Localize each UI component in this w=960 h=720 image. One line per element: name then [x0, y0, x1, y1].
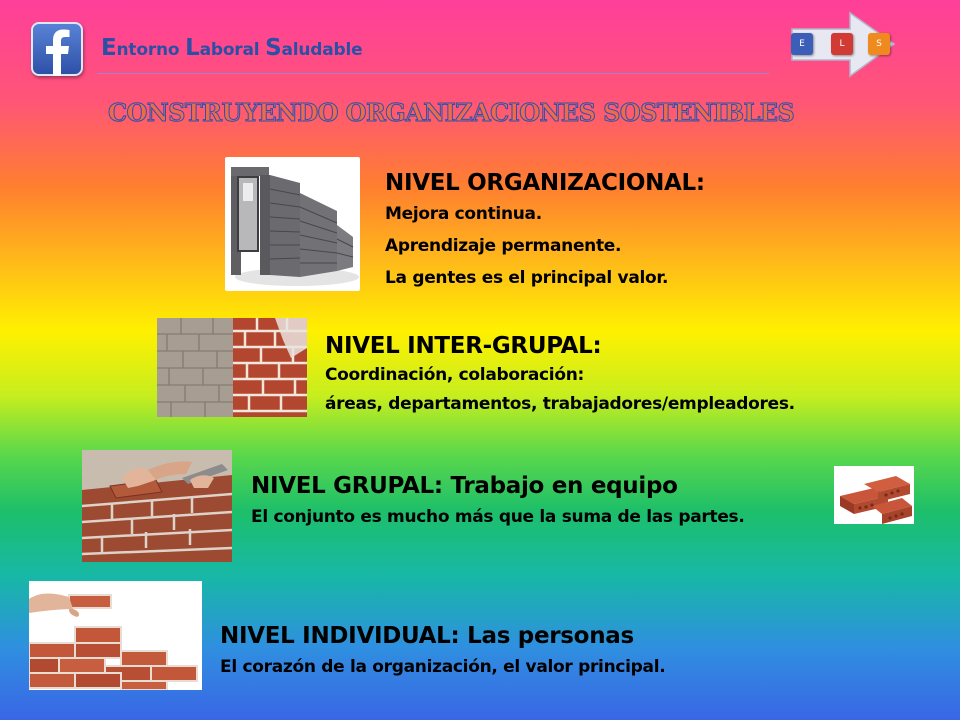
brick-wall-split-image: [157, 318, 307, 417]
header-title-word: ntorno: [116, 40, 186, 60]
level-line: El conjunto es mucho más que la suma de las partes.: [251, 507, 745, 527]
level-heading: NIVEL INTER-GRUPAL:: [325, 333, 602, 359]
level-line: Coordinación, colaboración:: [325, 365, 584, 385]
level-individual: [220, 622, 665, 683]
level-grupal: [251, 472, 745, 533]
level-line: Mejora continua.: [385, 204, 542, 224]
level-line: El corazón de la organización, el valor principal.: [220, 657, 666, 677]
header-title: [101, 35, 362, 61]
brick-stack-image: [834, 466, 914, 524]
main-title: CONSTRUYENDO ORGANIZACIONES SOSTENIBLES: [108, 98, 795, 127]
header-title-initial: L: [185, 35, 200, 61]
els-logo-l: L: [831, 33, 853, 55]
els-logo-e: E: [791, 33, 813, 55]
hands-laying-bricks-image: [82, 450, 232, 562]
level-heading: NIVEL INDIVIDUAL: Las personas: [220, 623, 634, 649]
header-title-initial: S: [265, 35, 282, 61]
level-inter-grupal: [325, 332, 795, 419]
level-organizacional: [385, 169, 705, 294]
level-heading: NIVEL GRUPAL: Trabajo en equipo: [251, 473, 678, 499]
els-logo-s: S: [868, 33, 890, 55]
header-title-word: aludable: [281, 40, 363, 60]
level-line: áreas, departamentos, trabajadores/empleadores.: [325, 394, 795, 414]
brick-wall-door-image: [225, 157, 360, 291]
header-title-word: aboral: [199, 40, 266, 60]
facebook-icon[interactable]: [31, 22, 83, 76]
header-divider: [97, 73, 769, 74]
els-logo: [788, 10, 900, 80]
hand-placing-brick-image: [29, 581, 202, 690]
header-title-initial: E: [101, 35, 117, 61]
level-line: Aprendizaje permanente.: [385, 236, 622, 256]
level-line: La gentes es el principal valor.: [385, 268, 669, 288]
level-heading: NIVEL ORGANIZACIONAL:: [385, 170, 705, 196]
